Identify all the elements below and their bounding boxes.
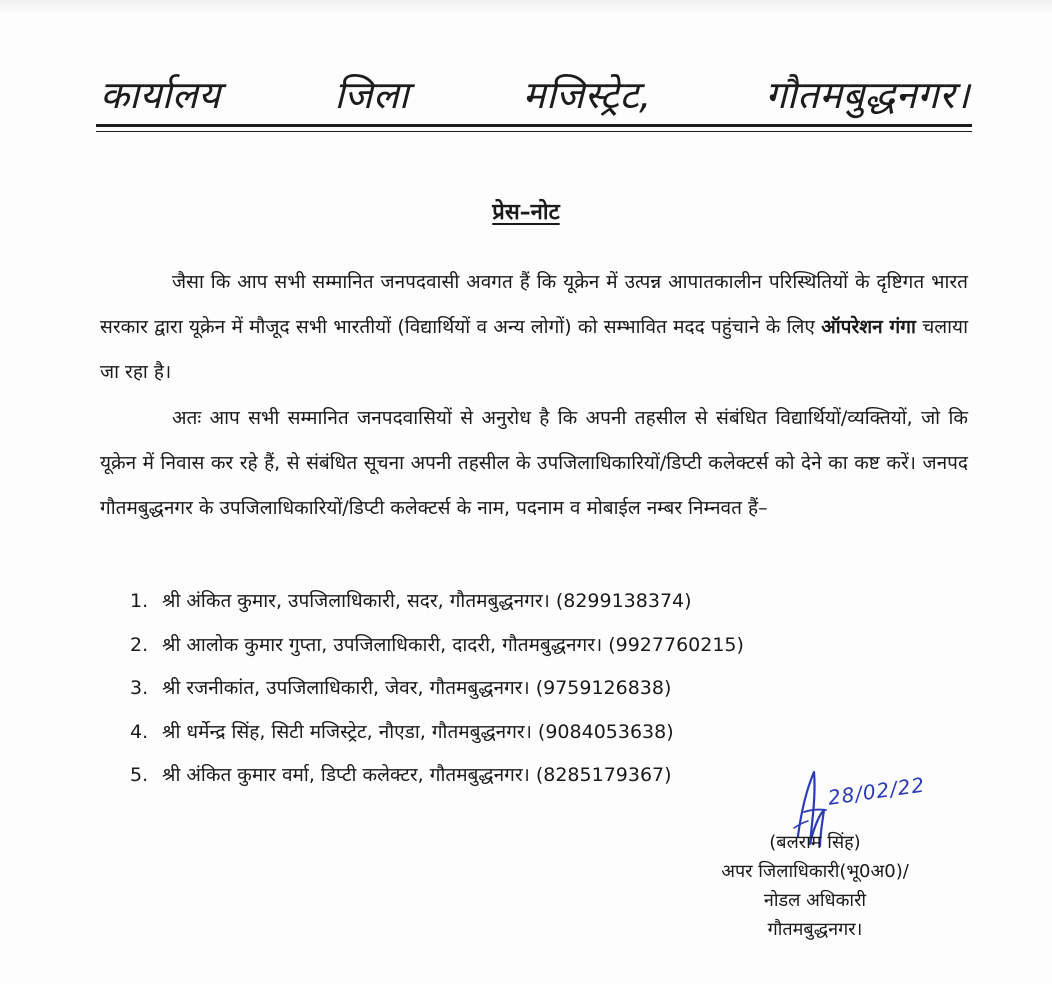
signatory-designation: अपर जिलाधिकारी(भू0अ0)/ [721,861,909,882]
officer-text: श्री धर्मेन्द्र सिंह, सिटी मजिस्ट्रेट, नौएडा, गौतमबुद्धनगर। (9084053638) [162,720,674,743]
para1-before: जैसा कि आप सभी सम्मानित जनपदवासी अवगत हैं कि यूक्रेन में उत्पन्न आपातकालीन परिस्थितियों के दृष्टिगत भारत सरकार द्वारा यूक्रेन में मौजूद सभी भारतीयों (विद्यार्थियों व अन्य लोगों) को सम्भावित मदद पहुंचाने के लिए [100,271,968,338]
header-word-magistrate: मजिस्ट्रेट, [522,73,652,117]
paragraph-request [100,396,968,531]
para2-text: अतः आप सभी सम्मानित जनपदवासियों से अनुरोध है कि अपनी तहसील से संबंधित विद्यार्थियों/व्यक्तियों, जो कि यूक्रेन में निवास कर रहे हैं, से संबंधित सूचना अपनी तहसील के उपजिलाधिकारियों/डिप्टी कलेक्टर्स को देने का कष्ट करें। जनपद गौतमबुद्धनगर के उपजिलाधिकारियों/डिप्टी कलेक्टर्स के नाम, पदनाम व मोबाईल नम्बर निम्नवत हैं– [100,407,968,519]
list-item: 3. श्री रजनीकांत, उपजिलाधिकारी, जेवर, गौतमबुद्धनगर। (9759126838) [130,677,672,699]
header-rule-thick [96,124,972,127]
list-item: 5. श्री अंकित कुमार वर्मा, डिप्टी कलेक्टर, गौतमबुद्धनगर। (8285179367) [130,764,672,786]
officer-text: श्री रजनीकांत, उपजिलाधिकारी, जेवर, गौतमबुद्धनगर। (9759126838) [162,677,672,699]
signatory-block [680,828,950,944]
signatory-place: गौतमबुद्धनगर। [767,919,863,940]
scan-edge [0,0,1052,14]
office-header [100,68,970,120]
list-item: 2. श्री आलोक कुमार गुप्ता, उपजिलाधिकारी, दादरी, गौतमबुद्धनगर। (9927760215) [130,633,744,656]
para1-after: चलाया जा रहा है। [100,316,968,383]
header-word-district: जिला [334,73,410,117]
officer-list [130,580,930,798]
header-rule-thin [96,131,972,132]
header-word-place: गौतमबुद्धनगर। [765,73,970,117]
signature-date: 28/02/22 [826,772,927,810]
press-note-heading: प्रेस–नोट [492,200,560,225]
operation-name: ऑपरेशन गंगा [821,316,916,338]
header-word-office: कार्यालय [100,73,221,117]
officer-text: श्री अंकित कुमार वर्मा, डिप्टी कलेक्टर, गौतमबुद्धनगर। (8285179367) [162,764,672,786]
list-item: 4. श्री धर्मेन्द्र सिंह, सिटी मजिस्ट्रेट, नौएडा, गौतमबुद्धनगर। (9084053638) [130,720,674,743]
list-item: 1. श्री अंकित कुमार, उपजिलाधिकारी, सदर, गौतमबुद्धनगर। (8299138374) [130,590,692,612]
signatory-name: (बलराम सिंह) [769,832,861,853]
officer-text: श्री आलोक कुमार गुप्ता, उपजिलाधिकारी, दादरी, गौतमबुद्धनगर। (9927760215) [162,633,744,656]
signatory-role: नोडल अधिकारी [763,890,867,911]
officer-text: श्री अंकित कुमार, उपजिलाधिकारी, सदर, गौतमबुद्धनगर। (8299138374) [162,590,692,612]
paragraph-operation-ganga [100,260,968,395]
